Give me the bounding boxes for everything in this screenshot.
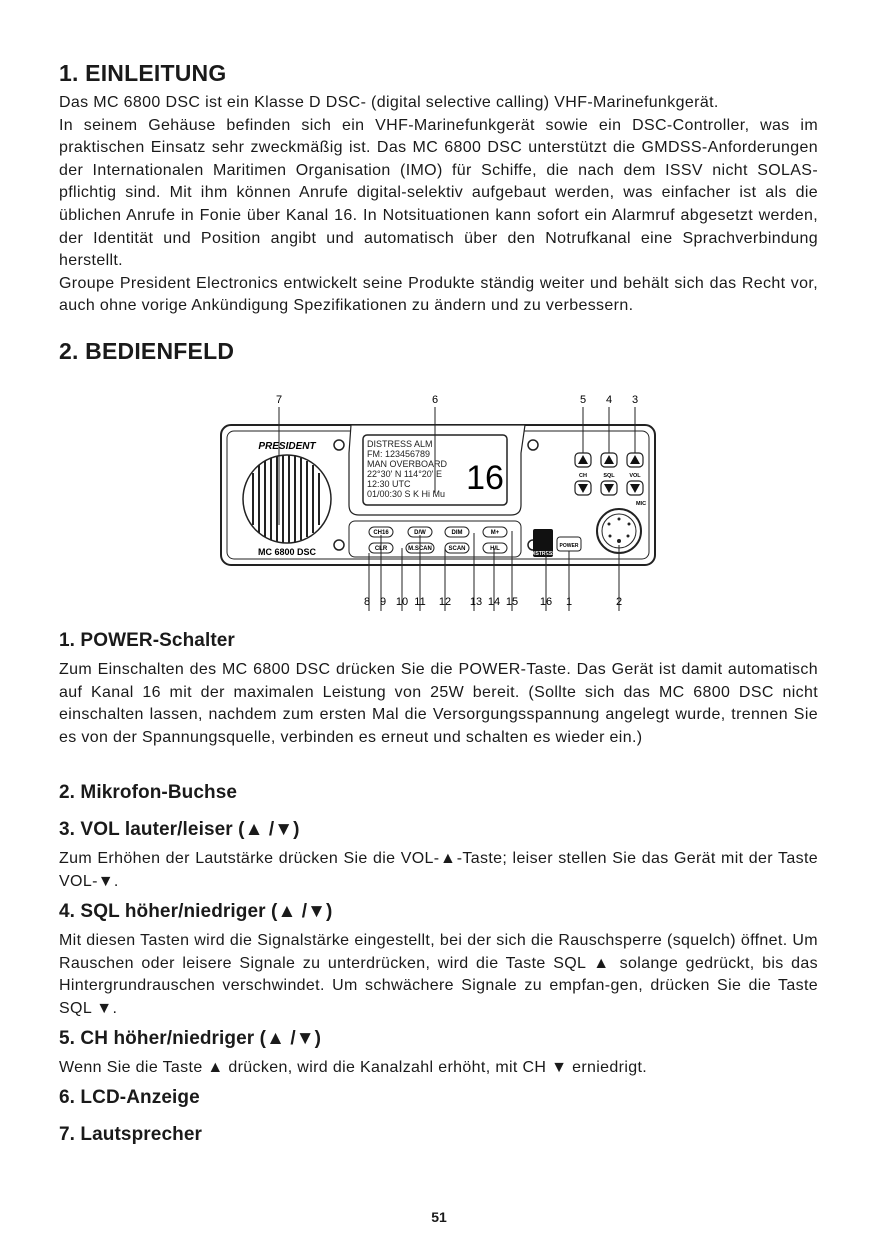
svg-text:01/00:30 S K Hi Mu: 01/00:30 S K Hi Mu [367, 489, 446, 499]
mic-label: MIC [635, 501, 647, 507]
callout-13: 13 [469, 596, 483, 608]
ch-label: CH [579, 473, 587, 479]
model-label: MC 6800 DSC [257, 547, 317, 557]
item-speaker [59, 1124, 818, 1146]
item-heading: 2. Mikrofon-Buchse [59, 782, 238, 803]
svg-text:22°30' N 114°20' E: 22°30' N 114°20' E [367, 469, 443, 479]
item-vol [59, 819, 818, 893]
svg-text:CH16: CH16 [373, 530, 389, 536]
item-heading: 3. VOL lauter/leiser (▲ /▼) [59, 819, 300, 840]
distress-label: DISTRESS [530, 551, 556, 557]
page-number: 51 [431, 1209, 447, 1225]
vol-label: VOL [629, 473, 641, 479]
callout-6: 6 [431, 394, 439, 406]
callout-11: 11 [414, 596, 426, 608]
section-heading-bedienfeld: 2. BEDIENFELD [59, 338, 235, 364]
svg-text:D/W: D/W [414, 530, 426, 536]
intro-paragraph: Das MC 6800 DSC ist ein Klasse D DSC- (digital selective calling) VHF-Marinefunkgerät. [59, 94, 719, 111]
item-heading: 4. SQL höher/niedriger (▲ /▼) [59, 901, 333, 922]
svg-text:CLR: CLR [374, 546, 388, 552]
section-heading-einleitung: 1. EINLEITUNG [59, 60, 227, 86]
power-label: POWER [559, 543, 579, 549]
callout-16: 16 [539, 596, 553, 608]
svg-text:DIM: DIM [451, 530, 463, 536]
callout-4: 4 [605, 394, 613, 406]
speaker-grille [243, 455, 331, 543]
callout-5: 5 [579, 394, 587, 406]
callout-15: 15 [505, 596, 519, 608]
item-body: Wenn Sie die Taste ▲ drücken, wird die Kanalzahl erhöht, mit CH ▼ erniedrigt. [59, 1059, 648, 1076]
lcd-channel: 16 [466, 459, 504, 497]
svg-text:DISTRESS ALM: DISTRESS ALM [367, 439, 433, 449]
svg-text:MAN OVERBOARD: MAN OVERBOARD [367, 459, 448, 469]
intro-text [59, 92, 818, 318]
item-ch [59, 1028, 818, 1080]
item-mic [59, 782, 818, 804]
callout-10: 10 [395, 596, 409, 608]
item-power [59, 630, 818, 749]
callout-7: 7 [275, 394, 283, 406]
svg-text:M.SCAN: M.SCAN [408, 546, 432, 552]
item-heading: 1. POWER-Schalter [59, 630, 235, 651]
callout-3: 3 [631, 394, 639, 406]
callout-8: 8 [363, 596, 371, 608]
svg-text:FM: 123456789: FM: 123456789 [367, 449, 431, 459]
front-panel-diagram [219, 393, 659, 611]
intro-paragraph: Groupe President Electronics entwickelt seine Produkte ständig weiter und behält sich das Recht vor, auch ohne vorige Ankündigung Spezifikationen zu ändern und zu verbessern. [59, 274, 818, 315]
item-heading: 7. Lautsprecher [59, 1124, 202, 1145]
item-body: Zum Erhöhen der Lautstärke drücken Sie die VOL-▲-Taste; leiser stellen Sie das Gerät mit der Taste VOL-▼. [59, 850, 818, 890]
callout-12: 12 [438, 596, 452, 608]
item-sql [59, 901, 818, 1020]
callout-9: 9 [379, 596, 387, 608]
item-heading: 5. CH höher/niedriger (▲ /▼) [59, 1028, 322, 1049]
sql-label: SQL [603, 473, 615, 479]
svg-text:H/L: H/L [490, 546, 500, 552]
callout-14: 14 [487, 596, 501, 608]
svg-text:M+: M+ [490, 530, 500, 536]
item-heading: 6. LCD-Anzeige [59, 1087, 200, 1108]
item-body: Mit diesen Tasten wird die Signalstärke eingestellt, bei der sich die Rauschsperre (squelch) öffnet. Um Rauschen oder leisere Signale zu unterdrücken, wird die Taste SQL ▲ solange gedrückt, bis das Hintergrundrauschen verschwindet. Um schwächere Signale zu empfan-gen, drücken Sie die Taste SQL ▼. [59, 932, 818, 1017]
svg-text:12:30 UTC: 12:30 UTC [367, 479, 411, 489]
intro-paragraph: In seinem Gehäuse befinden sich ein VHF-Marinefunkgerät sowie ein DSC-Controller, was im praktischen Einsatz sehr zweckmäßig ist. Das MC 6800 DSC unterstützt die GMDSS-Anforderungen der Internationalen Maritimen Organisation (IMO) für Schiffe, die nach dem ISSV nicht SOLAS-pflichtig sind. Mit ihm können Anrufe digital-selektiv aufgebaut werden, was einfacher ist als die üblichen Anrufe in Fonie über Kanal 16. In Notsituationen kann sofort ein Alarmruf abgesetzt werden, der Identität und Position angibt und automatisch über den Notrufkanal eine Sprachverbindung herstellt. [59, 116, 818, 270]
svg-text:SCAN: SCAN [448, 546, 466, 552]
item-body: Zum Einschalten des MC 6800 DSC drücken Sie die POWER-Taste. Das Gerät ist damit automatisch auf Kanal 16 mit der maximalen Leistung von 25W bereit. (Sollte sich das MC 6800 DSC nicht einschalten lassen, nachdem zum ersten Mal die Versorgungsspannung angelegt wurde, trennen Sie es von der Spannungsquelle, verbinden es erneut und schalten es wieder ein.) [59, 661, 818, 746]
callout-1: 1 [565, 596, 573, 608]
item-lcd [59, 1087, 818, 1109]
callout-2: 2 [615, 596, 623, 608]
brand-logo: PRESIDENT [258, 441, 316, 452]
